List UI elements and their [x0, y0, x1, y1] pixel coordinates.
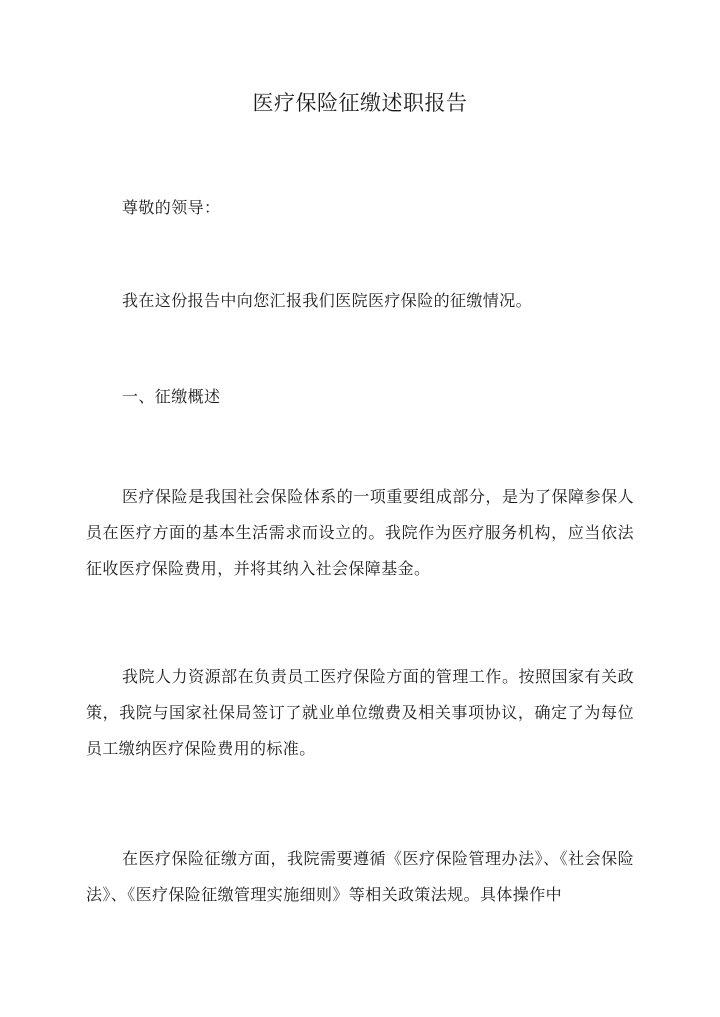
body-paragraph-1: 医疗保险是我国社会保险体系的一项重要组成部分，是为了保障参保人员在医疗方面的基本生活需求而设立的。我院作为医疗服务机构，应当依法征收医疗保险费用，并将其纳入社会保障基金。 [86, 487, 634, 578]
section-heading: 一、征缴概述 [122, 387, 221, 406]
document-title: 医疗保险征缴述职报告 [252, 91, 468, 115]
body-paragraph-2: 我院人力资源部在负责员工医疗保险方面的管理工作。按照国家有关政策，我院与国家社保局签订了就业单位缴费及相关事项协议，确定了为每位员工缴纳医疗保险费用的标准。 [86, 667, 634, 758]
body-paragraph-3: 在医疗保险征缴方面，我院需要遵循《医疗保险管理办法》、《社会保险法》、《医疗保险征缴管理实施细则》等相关政策法规。具体操作中 [86, 849, 634, 904]
intro-paragraph: 我在这份报告中向您汇报我们医院医疗保险的征缴情况。 [122, 291, 533, 310]
greeting-paragraph: 尊敬的领导： [122, 198, 221, 217]
